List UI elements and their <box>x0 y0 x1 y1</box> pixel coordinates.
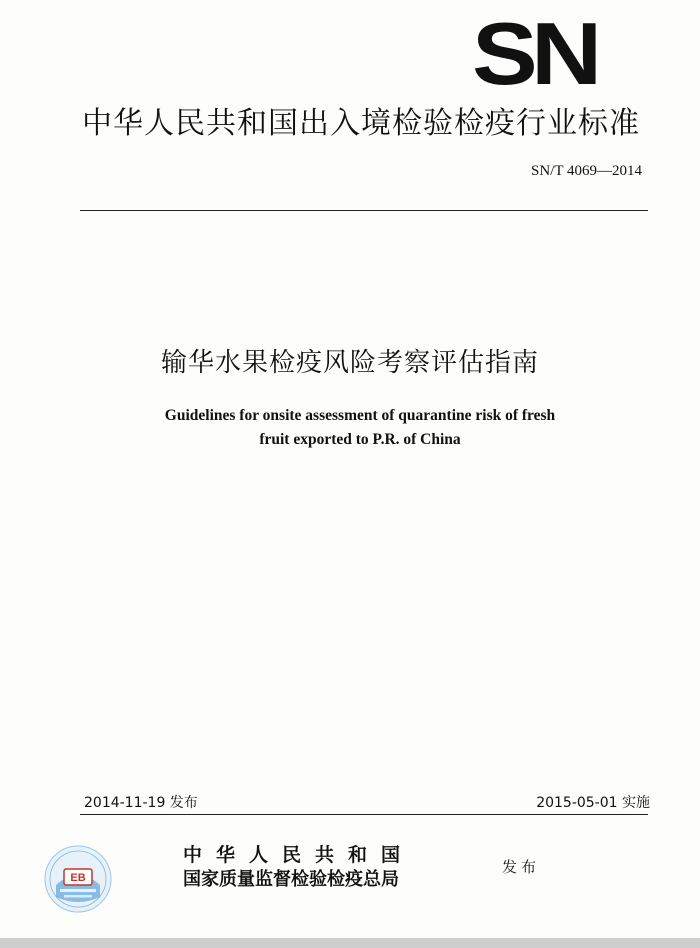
publish-label: 发布 <box>502 858 541 876</box>
standard-title-zh: 输华水果检疫风险考察评估指南 <box>160 348 539 378</box>
issuer-agency: 国家质量监督检验检疫总局 <box>183 869 399 890</box>
distributor-seal-icon <box>44 845 112 913</box>
en-title-line-2: fruit exported to P.R. of China <box>259 431 461 448</box>
issue-date: 2014-11-19 发布 <box>84 795 198 811</box>
top-divider <box>80 210 648 211</box>
issuing-body-title: 中华人民共和国出入境检验检疫行业标准 <box>82 106 640 141</box>
svg-text:EB: EB <box>70 872 86 884</box>
standard-number: SN/T 4069—2014 <box>531 163 642 179</box>
sn-logo: SN <box>472 4 596 103</box>
issuer-country: 中华人民共和国 <box>183 844 415 866</box>
standard-title-en <box>80 404 640 452</box>
implementation-date: 2015-05-01 实施 <box>536 795 650 811</box>
page-bottom-edge <box>0 938 700 948</box>
en-title-line-1: Guidelines for onsite assessment of quarantine risk of fresh <box>164 407 556 424</box>
bottom-divider <box>80 814 648 815</box>
